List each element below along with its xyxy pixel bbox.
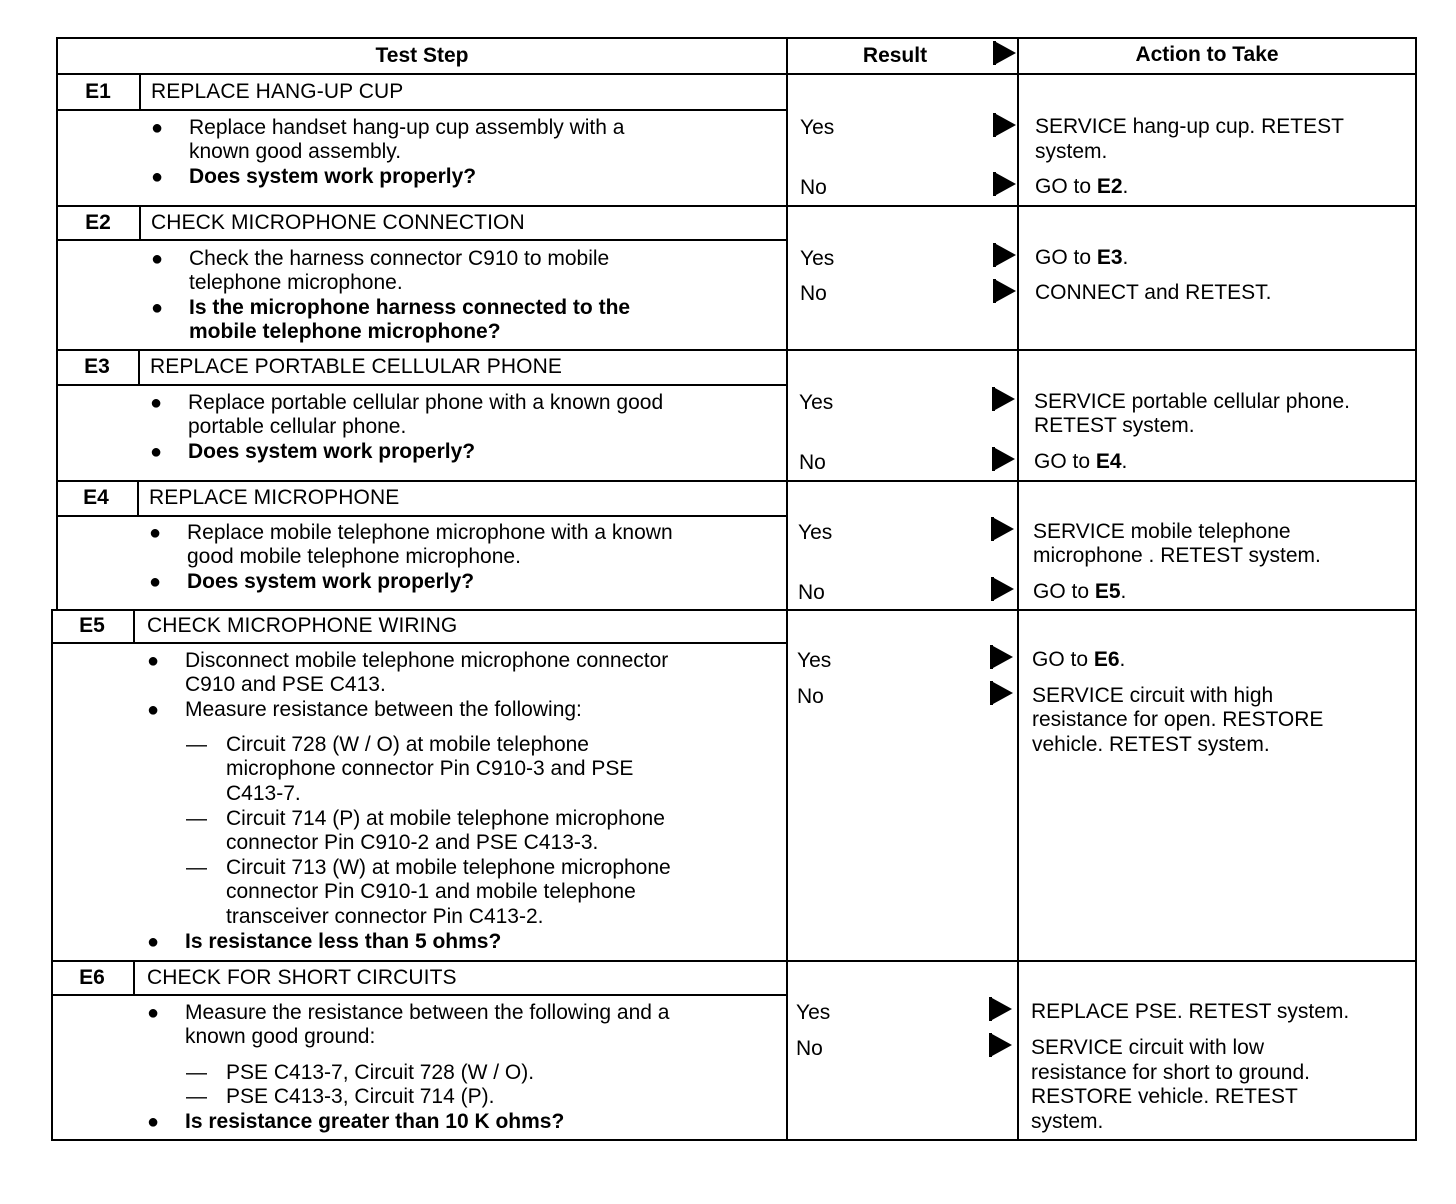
e6-question: Is resistance greater than 10 K ohms? — [185, 1110, 565, 1133]
e5-dash-1-cont-1: microphone connector Pin C910-3 and PSE — [226, 757, 634, 780]
e3-question: Does system work properly? — [188, 440, 476, 463]
e5-dash-3-cont-2: transceiver connector Pin C413-2. — [226, 905, 544, 928]
table-left-border — [56, 37, 58, 610]
e1-yes-arrow-icon — [996, 114, 1016, 136]
bullet-icon: ● — [150, 441, 163, 463]
step-id-e5: E5 — [79, 614, 105, 637]
e3-title-bottom — [57, 384, 787, 386]
e1-id-bottom — [57, 109, 141, 111]
header-arrow-icon — [996, 42, 1016, 64]
e5-result-yes: Yes — [797, 649, 832, 672]
e5-bottom-border — [51, 960, 1417, 962]
e2-title-bottom — [57, 239, 787, 241]
e3-line-2: portable cellular phone. — [188, 415, 407, 438]
e5-yes-arrow-icon — [993, 646, 1013, 668]
e5-result-no: No — [797, 685, 824, 708]
e4-id-divider — [137, 480, 139, 517]
e6-action-no-4: system. — [1031, 1110, 1104, 1133]
e4-line-1: Replace mobile telephone microphone with a known — [187, 521, 673, 544]
step-title-e6: CHECK FOR SHORT CIRCUITS — [147, 966, 457, 989]
e6-action-no-3: RESTORE vehicle. RETEST — [1031, 1085, 1298, 1108]
dash-icon: — — [186, 1085, 207, 1108]
e5-dash-3: Circuit 713 (W) at mobile telephone microphone — [226, 856, 671, 879]
dash-icon: — — [186, 1061, 207, 1084]
e3-result-no: No — [799, 451, 826, 474]
bullet-icon: ● — [151, 297, 164, 319]
e6-no-arrow-icon — [992, 1034, 1012, 1056]
e4-action-yes-1: SERVICE mobile telephone — [1033, 520, 1291, 543]
step-title-e2: CHECK MICROPHONE CONNECTION — [151, 211, 525, 234]
header-action: Action to Take — [1135, 43, 1279, 66]
e5-question: Is resistance less than 5 ohms? — [185, 930, 502, 953]
bullet-icon: ● — [150, 392, 163, 414]
e3-action-no: GO to E4. — [1034, 450, 1128, 473]
e5-title-bottom — [51, 642, 787, 644]
e1-line-1: Replace handset hang-up cup assembly with a — [189, 116, 625, 139]
dash-icon: — — [186, 733, 207, 756]
bullet-icon: ● — [149, 522, 162, 544]
step-title-e4: REPLACE MICROPHONE — [149, 486, 400, 509]
e6-result-yes: Yes — [796, 1001, 831, 1024]
bullet-icon: ● — [151, 166, 164, 188]
e1-id-divider — [139, 74, 141, 111]
e1-action-no: GO to E2. — [1035, 175, 1129, 198]
header-test-step: Test Step — [375, 44, 469, 67]
e2-line-1: Check the harness connector C910 to mobile — [189, 247, 610, 270]
step-id-e1: E1 — [85, 80, 111, 103]
e4-title-bottom — [56, 515, 787, 517]
e5-dash-2: Circuit 714 (P) at mobile telephone microphone — [226, 807, 665, 830]
bullet-icon: ● — [149, 571, 162, 593]
e1-question: Does system work properly? — [189, 165, 477, 188]
e2-action-yes: GO to E3. — [1035, 246, 1129, 269]
e6-line-1: Measure the resistance between the following and a — [185, 1001, 670, 1024]
e2-action-no: CONNECT and RETEST. — [1035, 281, 1272, 304]
e6-action-no-2: resistance for short to ground. — [1031, 1061, 1310, 1084]
e1-action-yes-2: system. — [1035, 140, 1108, 163]
e4-result-yes: Yes — [798, 521, 833, 544]
e5-action-no-1: SERVICE circuit with high — [1032, 684, 1274, 707]
e5-no-arrow-icon — [993, 682, 1013, 704]
e5-action-yes: GO to E6. — [1032, 648, 1126, 671]
e2-question-2: mobile telephone microphone? — [189, 320, 501, 343]
e6-line-2: known good ground: — [185, 1025, 376, 1048]
dash-icon: — — [186, 856, 207, 879]
e5-line-1: Disconnect mobile telephone microphone connector — [185, 649, 669, 672]
e3-line-1: Replace portable cellular phone with a known good — [188, 391, 664, 414]
header-bottom-border — [57, 73, 1417, 75]
header-result: Result — [862, 44, 928, 67]
bullet-icon: ● — [147, 1111, 160, 1133]
e3-result-yes: Yes — [799, 391, 834, 414]
e2-line-2: telephone microphone. — [189, 271, 403, 294]
e4-action-no: GO to E5. — [1033, 580, 1127, 603]
step-id-e6: E6 — [79, 966, 105, 989]
e6-title-bottom — [51, 994, 787, 996]
e2-result-yes: Yes — [800, 247, 835, 270]
bullet-icon: ● — [147, 931, 160, 953]
e4-result-no: No — [798, 581, 825, 604]
e5-dash-3-cont-1: connector Pin C910-1 and mobile telephone — [226, 880, 636, 903]
e1-no-arrow-icon — [996, 173, 1016, 195]
e5-action-no-2: resistance for open. RESTORE — [1032, 708, 1324, 731]
e1-bottom-border — [57, 205, 1417, 207]
e6-result-no: No — [796, 1037, 823, 1060]
e5-dash-2-cont: connector Pin C910-2 and PSE C413-3. — [226, 831, 599, 854]
e4-bottom-border — [51, 609, 1417, 611]
step-title-e5: CHECK MICROPHONE WIRING — [147, 614, 458, 637]
e5-dash-1-cont-2: C413-7. — [226, 782, 301, 805]
e3-id-divider — [138, 350, 140, 386]
e4-yes-arrow-icon — [994, 518, 1014, 540]
bullet-icon: ● — [147, 699, 160, 721]
e4-no-arrow-icon — [994, 578, 1014, 600]
e2-no-arrow-icon — [996, 280, 1016, 302]
e1-line-2: known good assembly. — [189, 140, 402, 163]
bullet-icon: ● — [151, 117, 164, 139]
e4-question: Does system work properly? — [187, 570, 475, 593]
bullet-icon: ● — [147, 1002, 160, 1024]
e3-no-arrow-icon — [995, 448, 1015, 470]
bullet-icon: ● — [147, 650, 160, 672]
e6-yes-arrow-icon — [992, 998, 1012, 1020]
e3-action-yes-1: SERVICE portable cellular phone. — [1034, 390, 1350, 413]
e1-result-yes: Yes — [800, 116, 835, 139]
e5-action-no-3: vehicle. RETEST system. — [1032, 733, 1270, 756]
step-id-e3: E3 — [84, 355, 110, 378]
e5-id-divider — [133, 610, 135, 644]
table-right-border — [1415, 37, 1417, 1141]
e2-bottom-border — [57, 349, 1417, 351]
e6-action-yes: REPLACE PSE. RETEST system. — [1031, 1000, 1350, 1023]
e2-yes-arrow-icon — [996, 244, 1016, 266]
table-bottom-border — [51, 1139, 1417, 1141]
e3-bottom-border — [56, 480, 1417, 482]
step-title-e1: REPLACE HANG-UP CUP — [151, 80, 404, 103]
e2-result-no: No — [800, 282, 827, 305]
table-top-border — [57, 37, 1417, 39]
e3-yes-arrow-icon — [995, 388, 1015, 410]
e1-action-yes-1: SERVICE hang-up cup. RETEST — [1035, 115, 1344, 138]
dash-icon: — — [186, 807, 207, 830]
e4-line-2: good mobile telephone microphone. — [187, 545, 521, 568]
e2-question-1: Is the microphone harness connected to the — [189, 296, 631, 319]
e4-action-yes-2: microphone . RETEST system. — [1033, 544, 1321, 567]
e6-action-no-1: SERVICE circuit with low — [1031, 1036, 1265, 1059]
e6-dash-2: PSE C413-3, Circuit 714 (P). — [226, 1085, 495, 1108]
e5-dash-1: Circuit 728 (W / O) at mobile telephone — [226, 733, 589, 756]
result-column-divider — [786, 37, 788, 1141]
e1-title-bottom — [139, 109, 787, 111]
e5-line-2: C910 and PSE C413. — [185, 673, 386, 696]
action-column-divider — [1017, 37, 1019, 1141]
e2-id-divider — [139, 205, 141, 241]
step-id-e4: E4 — [83, 486, 109, 509]
bullet-icon: ● — [151, 248, 164, 270]
e6-dash-1: PSE C413-7, Circuit 728 (W / O). — [226, 1061, 535, 1084]
table-left-border-lower — [51, 610, 53, 1141]
step-id-e2: E2 — [85, 211, 111, 234]
e3-action-yes-2: RETEST system. — [1034, 414, 1195, 437]
e5-line-3: Measure resistance between the following: — [185, 698, 582, 721]
e1-result-no: No — [800, 176, 827, 199]
step-title-e3: REPLACE PORTABLE CELLULAR PHONE — [150, 355, 562, 378]
e6-id-divider — [133, 960, 135, 996]
